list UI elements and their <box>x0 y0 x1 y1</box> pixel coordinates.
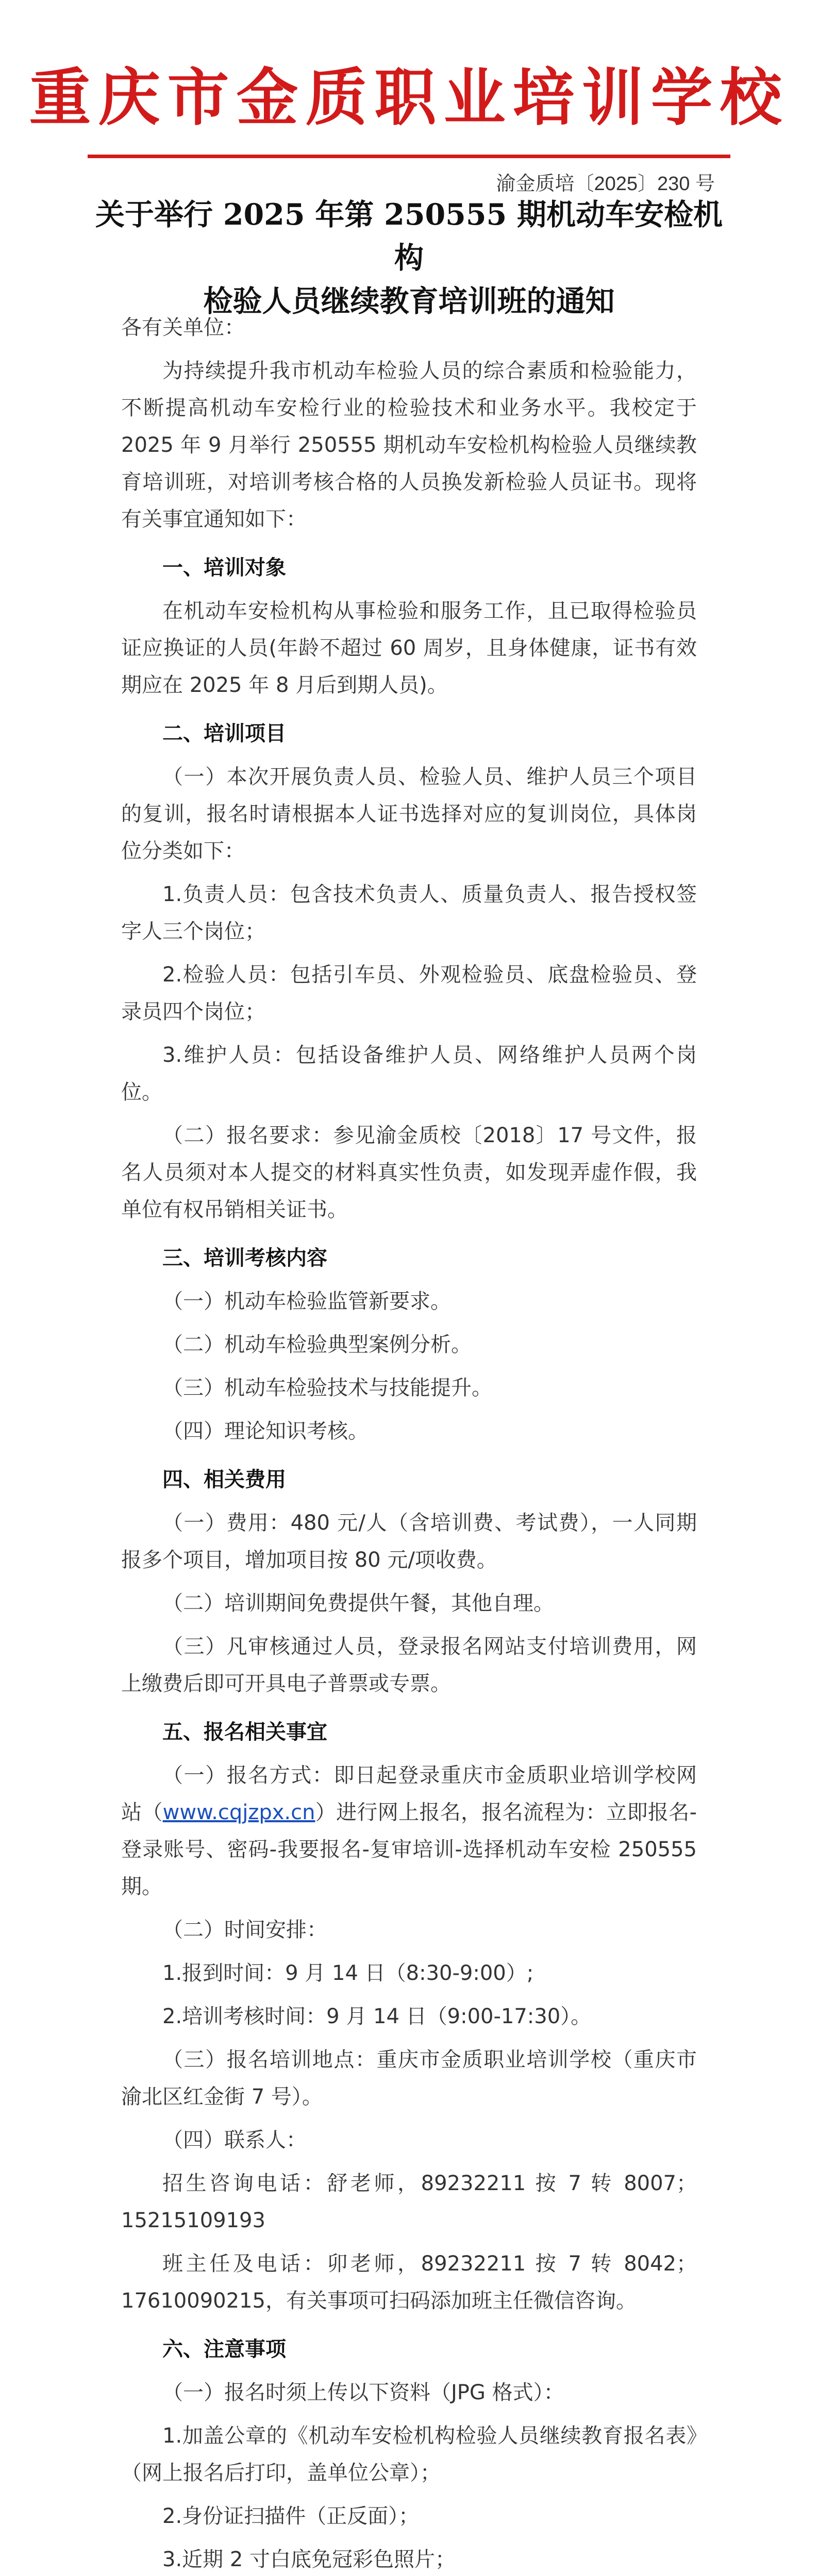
section-6-item-4: 3.近期 2 寸白底免冠彩色照片； <box>162 2548 456 2571</box>
section-5-item-7: 招生咨询电话：舒老师，89232211 按 7 转 8007；15215109193 <box>121 2172 697 2232</box>
notice-title <box>82 193 736 323</box>
section-3-item-4: （四）理论知识考核。 <box>162 1419 369 1443</box>
section-6-item-2: 1.加盖公章的《机动车安检机构检验人员继续教育报名表》（网上报名后打印，盖单位公章）； <box>121 2424 697 2485</box>
section-4-heading: 四、相关费用 <box>162 1468 286 1492</box>
section-1-text: 在机动车安检机构从事检验和服务工作，且已取得检验员证应换证的人员(年龄不超过 60 周岁，且身体健康，证书有效期应在 2025 年 8 月后到期人员)。 <box>121 599 697 697</box>
intro-paragraph: 为持续提升我市机动车检验人员的综合素质和检验能力，不断提高机动车安检行业的检验技术和业务水平。我校定于 2025 年 9 月举行 250555 期机动车安检机构检验人员继续教育培训班，对培训考核合格的人员换发新检验人员证书。现将有关事宜通知如下： <box>121 359 697 531</box>
salutation: 各有关单位： <box>121 316 245 340</box>
section-3-item-1: （一）机动车检验监管新要求。 <box>162 1290 451 1313</box>
section-3-item-3: （三）机动车检验技术与技能提升。 <box>162 1376 492 1400</box>
section-2-item-2: 1.负责人员：包含技术负责人、质量负责人、报告授权签字人三个岗位； <box>121 883 697 943</box>
section-5-item-5: （三）报名培训地点：重庆市金质职业培训学校（重庆市渝北区红金街 7 号）。 <box>121 2048 697 2109</box>
website-link[interactable]: www.cqjzpx.cn <box>162 1801 315 1824</box>
section-3-item-2: （二）机动车检验典型案例分析。 <box>162 1333 472 1357</box>
section-2-heading: 二、培训项目 <box>162 722 286 745</box>
section-5-heading: 五、报名相关事宜 <box>162 1720 327 1744</box>
document-number: 渝金质培〔2025〕230 号 <box>496 173 715 195</box>
section-1-heading: 一、培训对象 <box>162 556 286 580</box>
red-divider <box>88 155 730 158</box>
section-5-item-4: 2.培训考核时间：9 月 14 日（9:00-17:30）。 <box>162 2005 592 2028</box>
section-2-item-4: 3.维护人员：包括设备维护人员、网络维护人员两个岗位。 <box>121 1043 697 1104</box>
section-5-item-2: （二）时间安排： <box>162 1918 327 1942</box>
masthead-title: 重庆市金质职业培训学校 <box>29 61 789 134</box>
section-2-item-5: （二）报名要求：参见渝金质校〔2018〕17 号文件，报名人员须对本人提交的材料真实性负责，如发现弄虚作假，我单位有权吊销相关证书。 <box>121 1124 697 1222</box>
notice-body <box>121 309 697 2576</box>
section-4-item-3: （三）凡审核通过人员，登录报名网站支付培训费用，网上缴费后即可开具电子普票或专票。 <box>121 1635 697 1696</box>
section-5-item-8: 班主任及电话：卯老师，89232211 按 7 转 8042；17610090215，有关事项可扫码添加班主任微信咨询。 <box>121 2252 697 2313</box>
section-4-item-1: （一）费用：480 元/人（含培训费、考试费），一人同期报多个项目，增加项目按 80 元/项收费。 <box>121 1511 697 1572</box>
section-6-item-3: 2.身份证扫描件（正反面）； <box>162 2504 420 2528</box>
section-3-heading: 三、培训考核内容 <box>162 1246 327 1270</box>
section-2-item-1: （一）本次开展负责人员、检验人员、维护人员三个项目的复训，报名时请根据本人证书选择对应的复训岗位，具体岗位分类如下： <box>121 765 697 863</box>
section-5-item-3: 1.报到时间：9 月 14 日（8:30-9:00）; <box>162 1961 534 1985</box>
title-line-1: 关于举行 2025 年第 250555 期机动车安检机构 <box>95 197 723 275</box>
section-5-item-1 <box>121 1757 697 1905</box>
section-6-heading: 六、注意事项 <box>162 2337 286 2361</box>
section-5-item-6: （四）联系人： <box>162 2128 307 2152</box>
section-2-item-3: 2.检验人员：包括引车员、外观检验员、底盘检验员、登录员四个岗位； <box>121 963 697 1024</box>
registration-text-b: ）进行网上报名，报名流程为：立即报名-登录账号、密码-我要报名-复审培训-选择机动车安检 250555 期。 <box>121 1801 697 1899</box>
title-line-2: 检验人员继续教育培训班的通知 <box>203 284 615 318</box>
section-6-item-1: （一）报名时须上传以下资料（JPG 格式）： <box>162 2381 564 2404</box>
registration-text-a: （一）报名方式：即日起登录重庆市金质职业培训学校网站（ <box>121 1764 697 1824</box>
section-4-item-2: （二）培训期间免费提供午餐，其他自理。 <box>162 1591 554 1615</box>
